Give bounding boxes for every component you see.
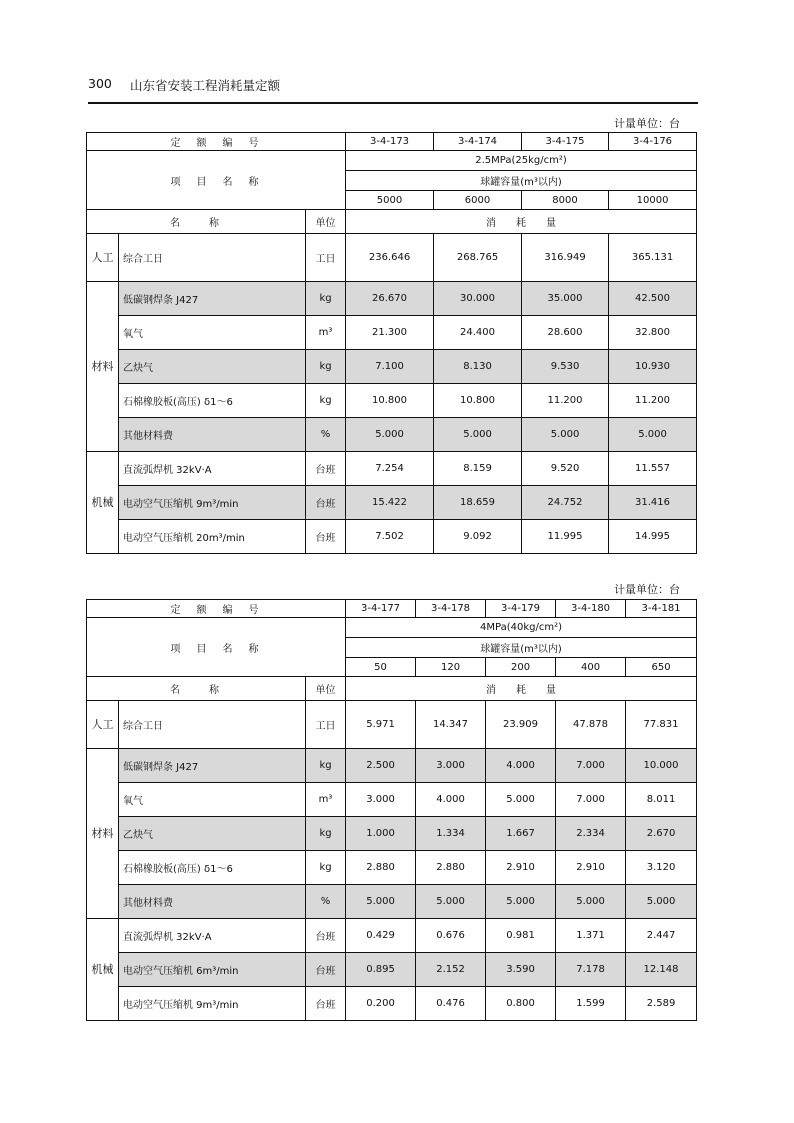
item-label: 项 目 名 称 <box>87 618 346 677</box>
code-cell: 3-4-178 <box>416 600 486 618</box>
row-name: 氧气 <box>119 783 306 817</box>
value-cell: 14.347 <box>416 701 486 749</box>
group-machine: 机械 <box>87 919 119 1021</box>
row-unit: kg <box>306 817 346 851</box>
row-unit: 台班 <box>306 987 346 1021</box>
value-cell: 4.000 <box>416 783 486 817</box>
value-cell: 3.120 <box>626 851 697 885</box>
value-cell: 2.670 <box>626 817 697 851</box>
value-cell: 7.254 <box>346 452 434 486</box>
pressure-spec: 4MPa(40kg/cm²) <box>346 618 697 638</box>
value-cell: 24.400 <box>434 316 522 350</box>
group-material: 材料 <box>87 749 119 919</box>
value-cell: 11.200 <box>609 384 697 418</box>
row-unit: 工日 <box>306 701 346 749</box>
value-cell: 2.880 <box>346 851 416 885</box>
row-unit: 台班 <box>306 520 346 554</box>
value-cell: 2.880 <box>416 851 486 885</box>
value-cell: 2.334 <box>556 817 626 851</box>
row-name: 其他材料费 <box>119 885 306 919</box>
value-cell: 24.752 <box>522 486 609 520</box>
row-name: 低碳钢焊条 J427 <box>119 282 306 316</box>
capacity-label: 球罐容量(m³以内) <box>346 171 697 191</box>
code-cell: 3-4-175 <box>522 133 609 151</box>
value-cell: 5.000 <box>434 418 522 452</box>
value-cell: 0.676 <box>416 919 486 953</box>
capacity-cell: 10000 <box>609 191 697 210</box>
group-labor: 人工 <box>87 234 119 282</box>
value-cell: 1.000 <box>346 817 416 851</box>
value-cell: 15.422 <box>346 486 434 520</box>
value-cell: 2.910 <box>486 851 556 885</box>
value-cell: 3.000 <box>346 783 416 817</box>
row-unit: 台班 <box>306 486 346 520</box>
row-unit: m³ <box>306 783 346 817</box>
value-cell: 2.447 <box>626 919 697 953</box>
value-cell: 18.659 <box>434 486 522 520</box>
value-cell: 236.646 <box>346 234 434 282</box>
value-cell: 7.502 <box>346 520 434 554</box>
value-cell: 1.371 <box>556 919 626 953</box>
value-cell: 5.971 <box>346 701 416 749</box>
value-cell: 2.500 <box>346 749 416 783</box>
group-material: 材料 <box>87 282 119 452</box>
col-unit-header: 单位 <box>306 677 346 701</box>
value-cell: 3.000 <box>416 749 486 783</box>
value-cell: 4.000 <box>486 749 556 783</box>
value-cell: 42.500 <box>609 282 697 316</box>
value-cell: 9.092 <box>434 520 522 554</box>
value-cell: 77.831 <box>626 701 697 749</box>
value-cell: 5.000 <box>346 418 434 452</box>
value-cell: 5.000 <box>486 783 556 817</box>
value-cell: 5.000 <box>346 885 416 919</box>
row-unit: m³ <box>306 316 346 350</box>
capacity-cell: 8000 <box>522 191 609 210</box>
value-cell: 8.159 <box>434 452 522 486</box>
code-cell: 3-4-181 <box>626 600 697 618</box>
capacity-cell: 650 <box>626 658 697 677</box>
row-name: 电动空气压缩机 9m³/min <box>119 987 306 1021</box>
row-unit: % <box>306 418 346 452</box>
row-unit: kg <box>306 282 346 316</box>
unit-note-1: 计量单位：台 <box>614 117 680 130</box>
value-cell: 21.300 <box>346 316 434 350</box>
row-name: 直流弧焊机 32kV·A <box>119 452 306 486</box>
value-cell: 10.930 <box>609 350 697 384</box>
col-unit-header: 单位 <box>306 210 346 234</box>
value-cell: 316.949 <box>522 234 609 282</box>
value-cell: 0.981 <box>486 919 556 953</box>
code-cell: 3-4-180 <box>556 600 626 618</box>
value-cell: 268.765 <box>434 234 522 282</box>
value-cell: 11.557 <box>609 452 697 486</box>
value-cell: 2.910 <box>556 851 626 885</box>
value-cell: 11.995 <box>522 520 609 554</box>
capacity-cell: 400 <box>556 658 626 677</box>
row-name: 乙炔气 <box>119 817 306 851</box>
value-cell: 0.429 <box>346 919 416 953</box>
code-cell: 3-4-177 <box>346 600 416 618</box>
col-name-header: 名 称 <box>87 677 306 701</box>
row-name: 综合工日 <box>119 701 306 749</box>
capacity-cell: 120 <box>416 658 486 677</box>
value-cell: 8.130 <box>434 350 522 384</box>
value-cell: 7.000 <box>556 783 626 817</box>
row-name: 石棉橡胶板(高压) δ1～6 <box>119 384 306 418</box>
row-name: 氧气 <box>119 316 306 350</box>
group-machine: 机械 <box>87 452 119 554</box>
value-cell: 1.599 <box>556 987 626 1021</box>
row-name: 电动空气压缩机 20m³/min <box>119 520 306 554</box>
capacity-cell: 50 <box>346 658 416 677</box>
value-cell: 11.200 <box>522 384 609 418</box>
value-cell: 8.011 <box>626 783 697 817</box>
value-cell: 31.416 <box>609 486 697 520</box>
row-unit: 台班 <box>306 953 346 987</box>
value-cell: 5.000 <box>609 418 697 452</box>
row-unit: kg <box>306 851 346 885</box>
value-cell: 2.589 <box>626 987 697 1021</box>
row-unit: kg <box>306 384 346 418</box>
code-label: 定 额 编 号 <box>87 600 346 618</box>
value-cell: 10.800 <box>434 384 522 418</box>
value-cell: 26.670 <box>346 282 434 316</box>
value-cell: 7.178 <box>556 953 626 987</box>
value-cell: 5.000 <box>626 885 697 919</box>
capacity-cell: 5000 <box>346 191 434 210</box>
quota-table-1 <box>86 132 697 554</box>
row-name: 其他材料费 <box>119 418 306 452</box>
row-name: 直流弧焊机 32kV·A <box>119 919 306 953</box>
book-title: 山东省安装工程消耗量定额 <box>130 78 281 93</box>
page-header <box>88 72 698 104</box>
value-cell: 23.909 <box>486 701 556 749</box>
code-cell: 3-4-174 <box>434 133 522 151</box>
capacity-cell: 200 <box>486 658 556 677</box>
value-cell: 14.995 <box>609 520 697 554</box>
pressure-spec: 2.5MPa(25kg/cm²) <box>346 151 697 171</box>
row-name: 乙炔气 <box>119 350 306 384</box>
value-cell: 5.000 <box>556 885 626 919</box>
value-cell: 0.895 <box>346 953 416 987</box>
value-cell: 5.000 <box>522 418 609 452</box>
value-cell: 5.000 <box>486 885 556 919</box>
row-unit: 工日 <box>306 234 346 282</box>
row-unit: 台班 <box>306 452 346 486</box>
row-name: 电动空气压缩机 9m³/min <box>119 486 306 520</box>
code-cell: 3-4-179 <box>486 600 556 618</box>
capacity-label: 球罐容量(m³以内) <box>346 638 697 658</box>
value-cell: 3.590 <box>486 953 556 987</box>
value-cell: 47.878 <box>556 701 626 749</box>
row-unit: % <box>306 885 346 919</box>
row-unit: 台班 <box>306 919 346 953</box>
value-cell: 0.476 <box>416 987 486 1021</box>
code-cell: 3-4-173 <box>346 133 434 151</box>
row-name: 低碳钢焊条 J427 <box>119 749 306 783</box>
page-number: 300 <box>88 76 112 91</box>
row-name: 石棉橡胶板(高压) δ1～6 <box>119 851 306 885</box>
row-unit: kg <box>306 350 346 384</box>
row-unit: kg <box>306 749 346 783</box>
value-cell: 10.800 <box>346 384 434 418</box>
value-cell: 7.000 <box>556 749 626 783</box>
value-cell: 28.600 <box>522 316 609 350</box>
code-cell: 3-4-176 <box>609 133 697 151</box>
col-consumption-header: 消 耗 量 <box>346 677 697 701</box>
value-cell: 1.667 <box>486 817 556 851</box>
value-cell: 0.200 <box>346 987 416 1021</box>
value-cell: 35.000 <box>522 282 609 316</box>
col-name-header: 名 称 <box>87 210 306 234</box>
group-labor: 人工 <box>87 701 119 749</box>
value-cell: 0.800 <box>486 987 556 1021</box>
value-cell: 9.520 <box>522 452 609 486</box>
col-consumption-header: 消 耗 量 <box>346 210 697 234</box>
value-cell: 30.000 <box>434 282 522 316</box>
value-cell: 7.100 <box>346 350 434 384</box>
unit-note-2: 计量单位：台 <box>614 583 680 596</box>
value-cell: 1.334 <box>416 817 486 851</box>
capacity-cell: 6000 <box>434 191 522 210</box>
value-cell: 12.148 <box>626 953 697 987</box>
value-cell: 5.000 <box>416 885 486 919</box>
code-label: 定 额 编 号 <box>87 133 346 151</box>
value-cell: 32.800 <box>609 316 697 350</box>
row-name: 综合工日 <box>119 234 306 282</box>
quota-table-2 <box>86 599 697 1021</box>
value-cell: 9.530 <box>522 350 609 384</box>
value-cell: 2.152 <box>416 953 486 987</box>
value-cell: 365.131 <box>609 234 697 282</box>
item-label: 项 目 名 称 <box>87 151 346 210</box>
value-cell: 10.000 <box>626 749 697 783</box>
row-name: 电动空气压缩机 6m³/min <box>119 953 306 987</box>
